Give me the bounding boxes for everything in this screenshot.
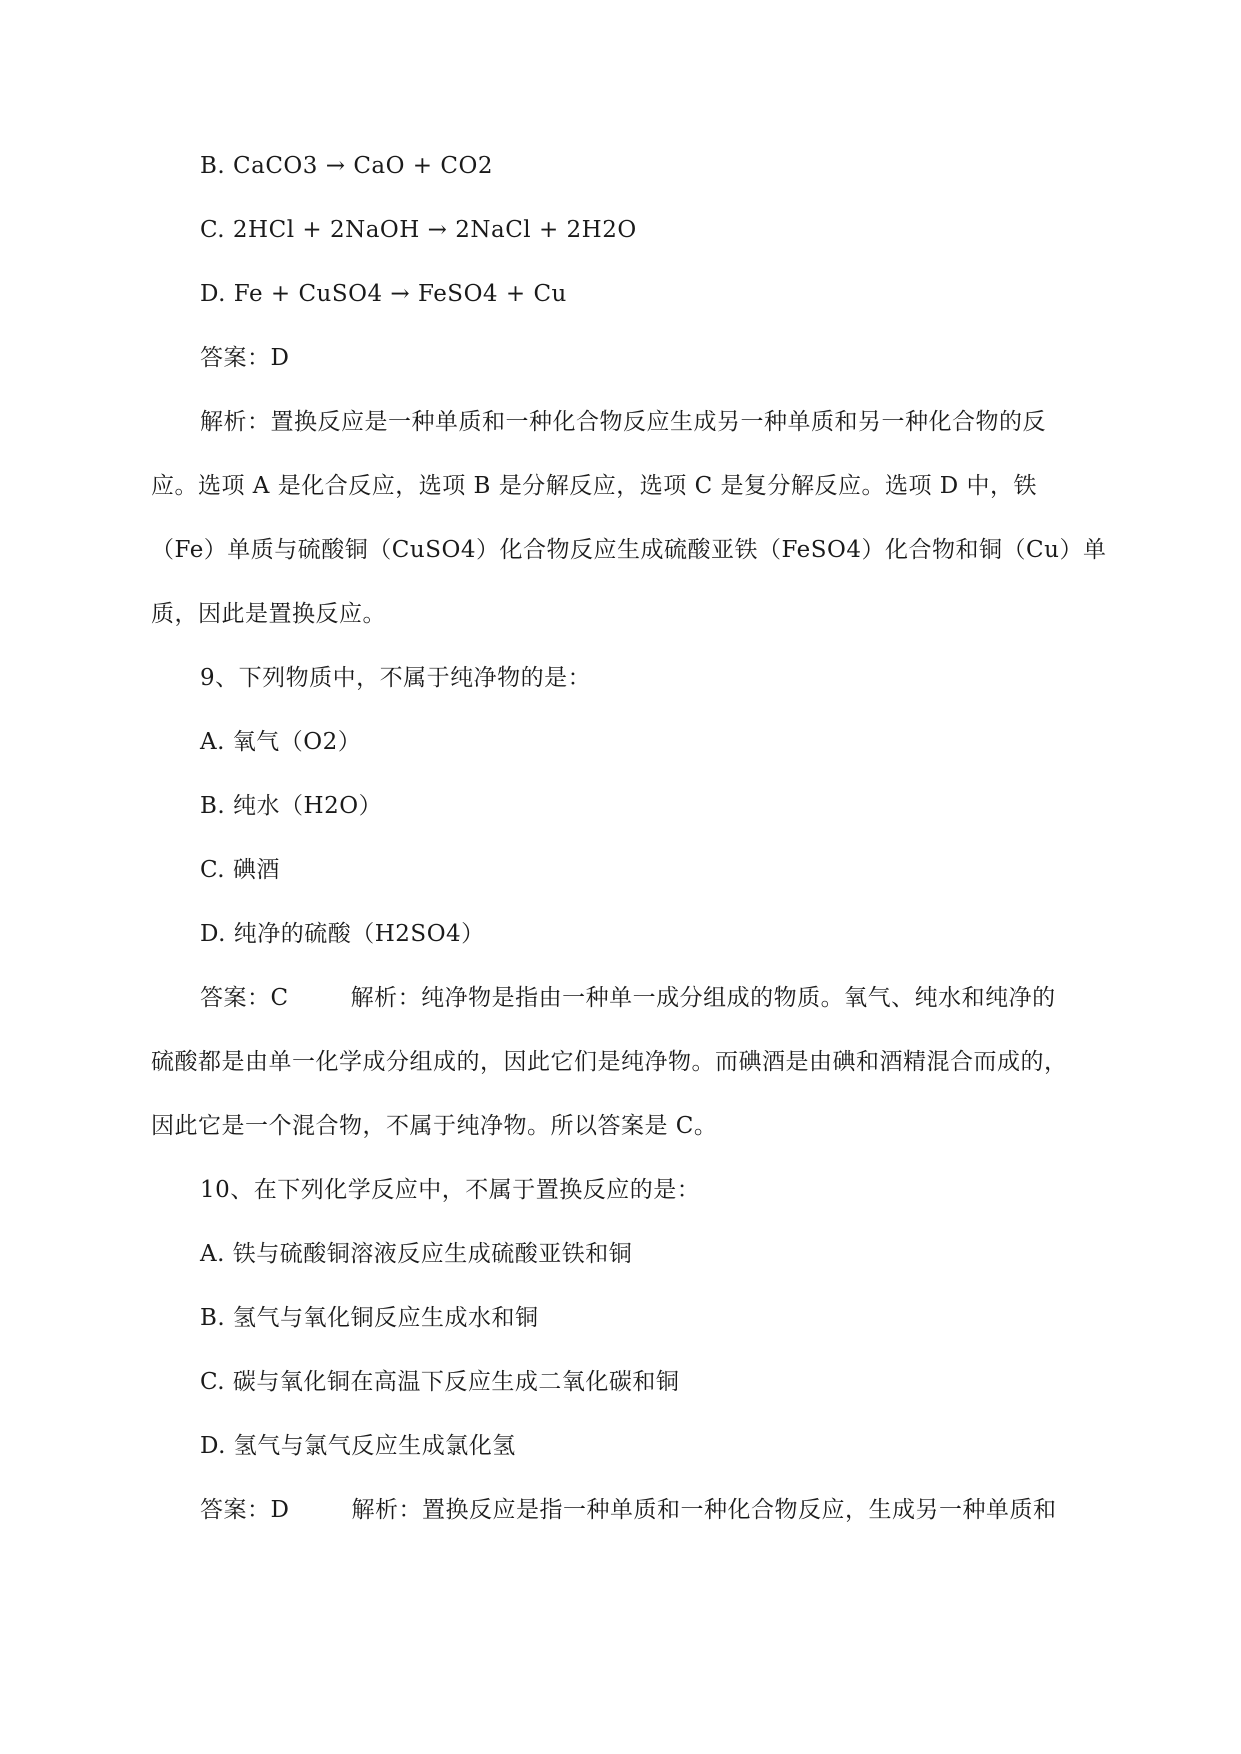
- q10-option-a: A. 铁与硫酸铜溶液反应生成硫酸亚铁和铜: [200, 1241, 633, 1267]
- q9-option-a: A. 氧气（O2）: [200, 729, 362, 755]
- q8-analysis-line-1: 解析：置换反应是一种单质和一种化合物反应生成另一种单质和另一种化合物的反: [200, 409, 1046, 435]
- q9-answer-row: [0, 982, 1241, 1014]
- q9-analysis-line-1: 解析：纯净物是指由一种单一成分组成的物质。氧气、纯水和纯净的: [350, 985, 1056, 1011]
- q8-option-c: C. 2HCl + 2NaOH → 2NaCl + 2H2O: [200, 217, 637, 243]
- q9-option-d: D. 纯净的硫酸（H2SO4）: [200, 921, 485, 947]
- q8-analysis-line-4: 质，因此是置换反应。: [151, 601, 386, 627]
- q9-question: 9、下列物质中，不属于纯净物的是：: [200, 665, 592, 691]
- q8-analysis-line-3: （Fe）单质与硫酸铜（CuSO4）化合物反应生成硫酸亚铁（FeSO4）化合物和铜（Cu）单: [151, 537, 1107, 563]
- q10-option-d: D. 氢气与氯气反应生成氯化氢: [200, 1433, 516, 1459]
- q8-analysis-line-2: 应。选项 A 是化合反应，选项 B 是分解反应，选项 C 是复分解反应。选项 D 中，铁: [151, 473, 1038, 499]
- q10-analysis-line-1: 解析：置换反应是指一种单质和一种化合物反应，生成另一种单质和: [351, 1497, 1057, 1523]
- q10-option-b: B. 氢气与氧化铜反应生成水和铜: [200, 1305, 539, 1331]
- q10-question: 10、在下列化学反应中，不属于置换反应的是：: [200, 1177, 701, 1203]
- q10-option-c: C. 碳与氧化铜在高温下反应生成二氧化碳和铜: [200, 1369, 680, 1395]
- q8-option-b: B. CaCO3 → CaO + CO2: [200, 153, 493, 179]
- q9-answer: 答案：C: [200, 985, 289, 1011]
- q8-answer: 答案：D: [200, 345, 290, 371]
- q10-answer: 答案：D: [200, 1497, 290, 1523]
- q9-analysis-line-2: 硫酸都是由单一化学成分组成的，因此它们是纯净物。而碘酒是由碘和酒精混合而成的，: [151, 1049, 1068, 1075]
- q9-option-c: C. 碘酒: [200, 857, 280, 883]
- q10-answer-row: [0, 1494, 1241, 1526]
- q9-analysis-line-3: 因此它是一个混合物，不属于纯净物。所以答案是 C。: [151, 1113, 718, 1139]
- q9-option-b: B. 纯水（H2O）: [200, 793, 383, 819]
- q8-option-d: D. Fe + CuSO4 → FeSO4 + Cu: [200, 281, 567, 307]
